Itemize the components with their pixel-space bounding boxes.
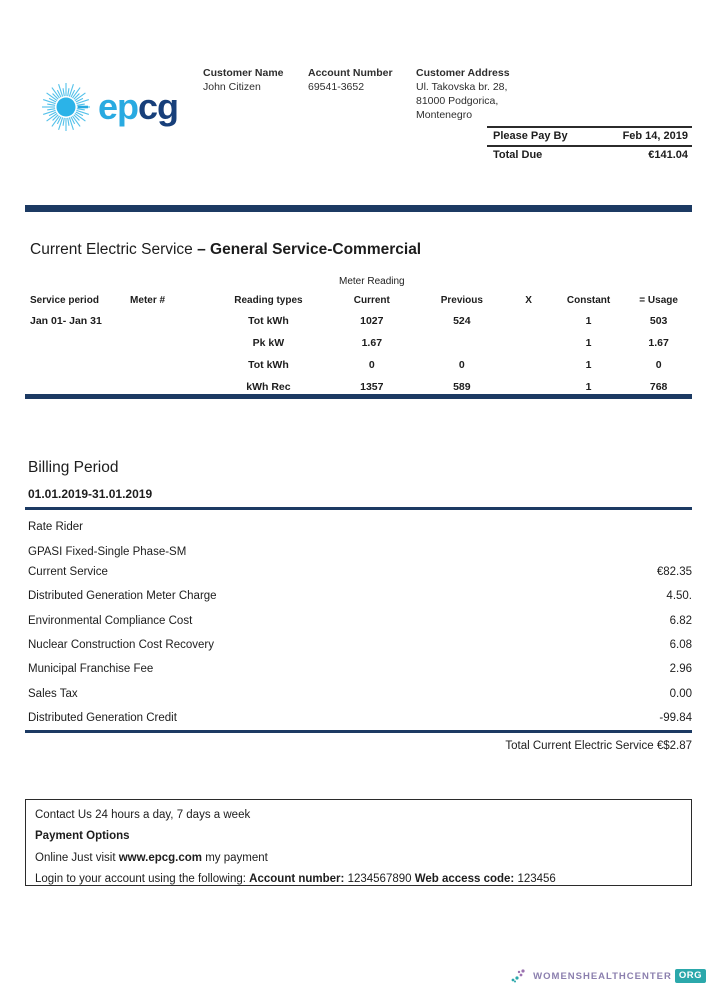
charge-amount: 0.00 (669, 687, 692, 700)
charge-amount: 2.96 (669, 663, 692, 676)
usage-value: 768 (649, 381, 668, 393)
x-value (505, 354, 552, 376)
col-constant: Constant (566, 294, 611, 306)
online-payment-line (35, 848, 682, 869)
charge-row (28, 706, 692, 730)
account-number-sample: 1234567890 (344, 872, 415, 885)
watermark-text: WOMENSHEALTHCENTER (533, 970, 672, 982)
online-prefix: Online Just visit (35, 851, 119, 864)
current-value: 1.67 (361, 337, 383, 349)
customer-name-block (203, 66, 284, 94)
reading-type-value: Pk kW (252, 337, 285, 349)
meter-row-1 (25, 310, 692, 332)
charge-label: Nuclear Construction Cost Recovery (28, 639, 214, 652)
charge-label: Municipal Franchise Fee (28, 663, 154, 676)
account-number-bold-label: Account number: (249, 872, 345, 885)
login-prefix: Login to your account using the following: (35, 872, 250, 885)
current-value: 1357 (360, 381, 384, 393)
meter-number-value (125, 332, 212, 354)
constant-value: 1 (585, 315, 592, 327)
please-pay-by-row (487, 126, 692, 147)
meter-table-header-row (25, 290, 692, 310)
reading-type-value: Tot kWh (248, 359, 289, 371)
meter-reading-label-row (25, 272, 692, 290)
service-period-value (25, 332, 125, 354)
charge-row (28, 609, 692, 633)
logo-cg: cg (138, 86, 179, 127)
contact-hours-line: Contact Us 24 hours a day, 7 days a week (35, 809, 251, 821)
billing-divider-line (25, 507, 692, 510)
total-current-electric-service: Total Current Electric Service €$2.87 (505, 740, 692, 752)
service-period-value (25, 354, 125, 376)
charge-label: Distributed Generation Credit (28, 711, 177, 724)
charges-list (28, 560, 692, 730)
reading-type-value: Tot kWh (248, 315, 289, 327)
contact-info-box (25, 799, 692, 886)
constant-value: 1 (585, 359, 592, 371)
sunburst-icon (26, 74, 104, 140)
charge-amount: 6.08 (669, 639, 692, 652)
col-meter-number: Meter # (130, 294, 166, 306)
current-value: 1027 (360, 315, 384, 327)
charge-row (28, 633, 692, 657)
web-access-code-value: 123456 (514, 872, 556, 885)
login-info-line (35, 869, 682, 890)
customer-address-label: Customer Address (416, 67, 510, 79)
rate-info (28, 515, 692, 564)
rate-rider-row: Rate Rider (28, 521, 83, 534)
billing-period-dates: 01.01.2019-31.01.2019 (28, 487, 153, 501)
charge-row (28, 681, 692, 705)
logo-ep: ep (98, 86, 139, 127)
usage-value: 503 (649, 315, 668, 327)
col-reading-types: Reading types (234, 294, 303, 306)
meter-row-3 (25, 354, 692, 376)
x-value (505, 310, 552, 332)
charge-row (28, 584, 692, 608)
section-divider-bar (25, 205, 692, 212)
charge-amount: 4.50. (666, 590, 692, 603)
current-value: 0 (368, 359, 375, 371)
charge-amount: €82.35 (656, 566, 692, 579)
site-watermark (510, 968, 706, 984)
total-due-row (487, 147, 692, 164)
col-usage: = Usage (639, 294, 678, 306)
meter-reading-table (25, 272, 692, 398)
total-divider-line (25, 730, 692, 733)
address-line-1: Ul. Takovska br. 28, (416, 81, 508, 93)
web-access-code-label: Web access code: (414, 872, 515, 885)
meter-number-value (125, 354, 212, 376)
col-current: Current (353, 294, 390, 306)
col-x: X (525, 294, 532, 306)
address-line-2: 81000 Podgorica, (416, 95, 499, 107)
website-url: www.epcg.com (118, 851, 203, 864)
previous-value: 0 (458, 359, 465, 371)
customer-address-block (416, 66, 510, 122)
col-previous: Previous (440, 294, 483, 306)
rate-plan-row: GPASI Fixed-Single Phase-SM (28, 546, 187, 559)
billing-period-title: Billing Period (28, 459, 119, 476)
customer-name-value: John Citizen (203, 81, 261, 93)
total-due-label: Total Due (493, 149, 543, 161)
charge-label: Sales Tax (28, 687, 78, 700)
payment-summary (487, 126, 692, 164)
meter-number-value (125, 310, 212, 332)
usage-value: 0 (655, 359, 662, 371)
charge-amount: -99.84 (659, 711, 692, 724)
service-period-value: Jan 01- Jan 31 (30, 315, 102, 327)
charge-row (28, 657, 692, 681)
account-number-label: Account Number (308, 67, 393, 79)
charge-amount: 6.82 (669, 614, 692, 627)
service-title-regular: Current Electric Service (30, 241, 198, 258)
service-section-title (30, 241, 421, 259)
usage-value: 1.67 (648, 337, 669, 349)
charge-row (28, 560, 692, 584)
x-value (505, 332, 552, 354)
account-number-block (308, 66, 393, 94)
charge-label: Environmental Compliance Cost (28, 614, 193, 627)
payment-options-heading: Payment Options (35, 830, 130, 843)
section-divider-bar (25, 394, 692, 399)
previous-value (419, 332, 506, 354)
online-suffix: my payment (202, 851, 268, 864)
please-pay-by-date: Feb 14, 2019 (622, 130, 688, 142)
previous-value: 524 (453, 315, 471, 327)
total-due-value: €141.04 (648, 149, 688, 161)
service-title-bold: – General Service-Commercial (197, 241, 422, 258)
reading-type-value: kWh Rec (246, 381, 291, 393)
col-service-period: Service period (30, 294, 99, 306)
customer-name-label: Customer Name (203, 67, 284, 79)
watermark-org-badge: ORG (675, 969, 706, 983)
charge-label: Current Service (28, 566, 108, 579)
logo-wordmark (98, 86, 178, 128)
watermark-dots-icon (510, 968, 530, 984)
constant-value: 1 (585, 381, 592, 393)
constant-value: 1 (585, 337, 592, 349)
epcg-logo (26, 74, 186, 140)
please-pay-by-label: Please Pay By (493, 130, 568, 142)
meter-reading-label: Meter Reading (339, 275, 405, 287)
address-line-3: Montenegro (416, 109, 473, 121)
account-number-value: 69541-3652 (308, 81, 365, 93)
previous-value: 589 (453, 381, 471, 393)
charge-label: Distributed Generation Meter Charge (28, 590, 217, 603)
meter-row-2 (25, 332, 692, 354)
